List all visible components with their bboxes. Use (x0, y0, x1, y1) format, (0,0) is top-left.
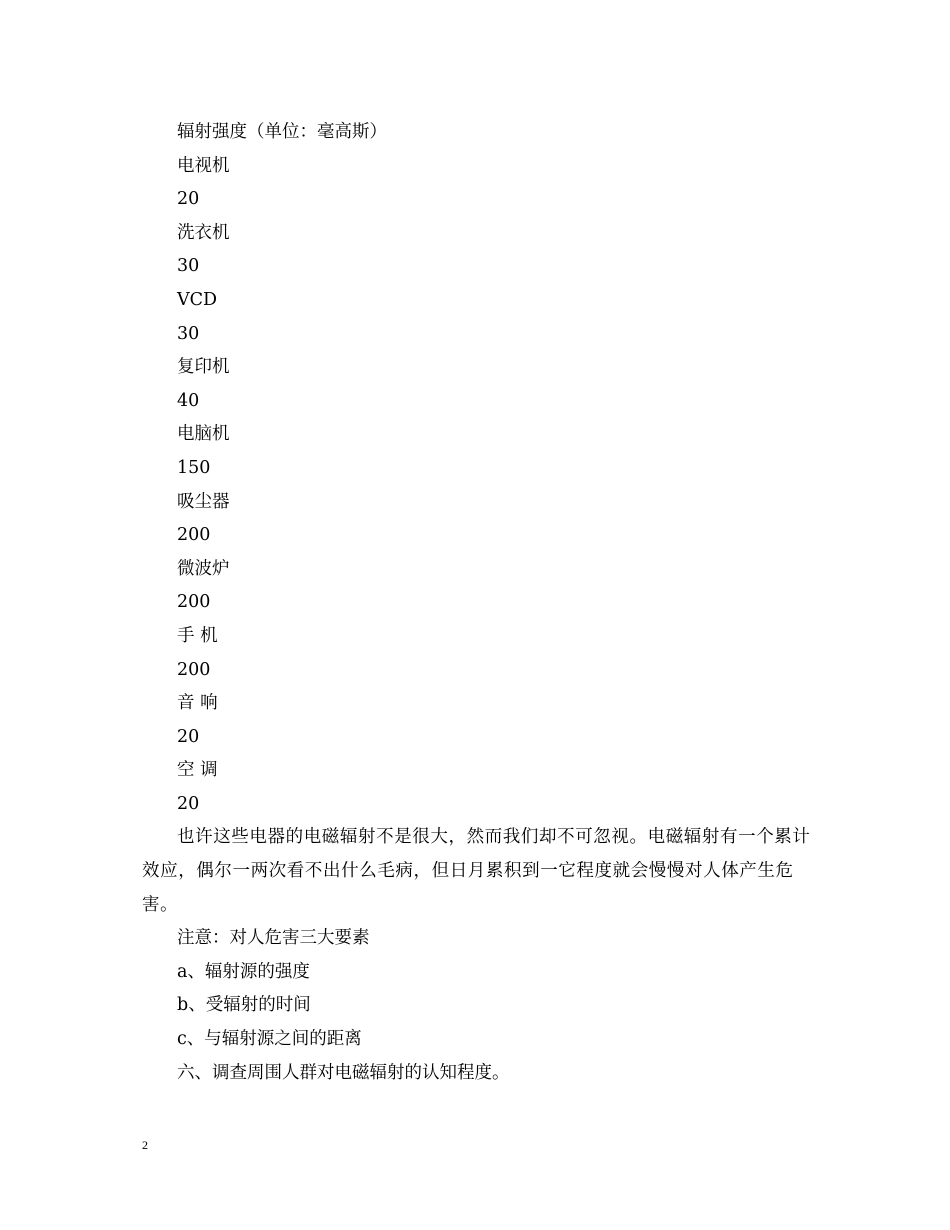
appliance-value: 30 (177, 256, 200, 277)
appliance-value: 20 (177, 793, 200, 814)
table-header: 辐射强度（单位：毫高斯） (177, 122, 387, 142)
appliance-name: 音 响 (177, 693, 218, 714)
section-heading: 六、调查周围人群对电磁辐射的认知程度。 (177, 1062, 510, 1083)
appliance-value: 20 (177, 189, 200, 210)
appliance-value: 200 (177, 525, 211, 546)
note-title: 注意：对人危害三大要素 (177, 928, 370, 949)
appliance-name: 手 机 (177, 625, 218, 646)
appliance-value: 40 (177, 390, 200, 411)
page-content (142, 116, 812, 1090)
appliance-name: 电视机 (177, 155, 230, 176)
appliance-value: 20 (177, 726, 200, 747)
appliance-name: 空 调 (177, 760, 218, 781)
appliance-name: 复印机 (177, 357, 230, 378)
appliance-name: VCD (177, 289, 218, 310)
body-paragraph: 也许这些电器的电磁辐射不是很大，然而我们却不可忽视。电磁辐射有一个累计效应，偶尔一两次看不出什么毛病，但日月累积到一它程度就会慢慢对人体产生危害。 (142, 827, 811, 915)
factor-item: b、受辐射的时间 (177, 995, 311, 1016)
appliance-value: 150 (177, 457, 211, 478)
appliance-value: 200 (177, 659, 211, 680)
appliance-name: 洗衣机 (177, 222, 230, 243)
appliance-name: 吸尘器 (177, 491, 230, 512)
appliance-value: 200 (177, 592, 211, 613)
appliance-name: 电脑机 (177, 424, 230, 445)
page-number: 2 (142, 1138, 148, 1152)
factor-item: a、辐射源的强度 (177, 961, 310, 982)
factor-item: c、与辐射源之间的距离 (177, 1029, 362, 1050)
appliance-name: 微波炉 (177, 558, 230, 579)
appliance-value: 30 (177, 323, 200, 344)
